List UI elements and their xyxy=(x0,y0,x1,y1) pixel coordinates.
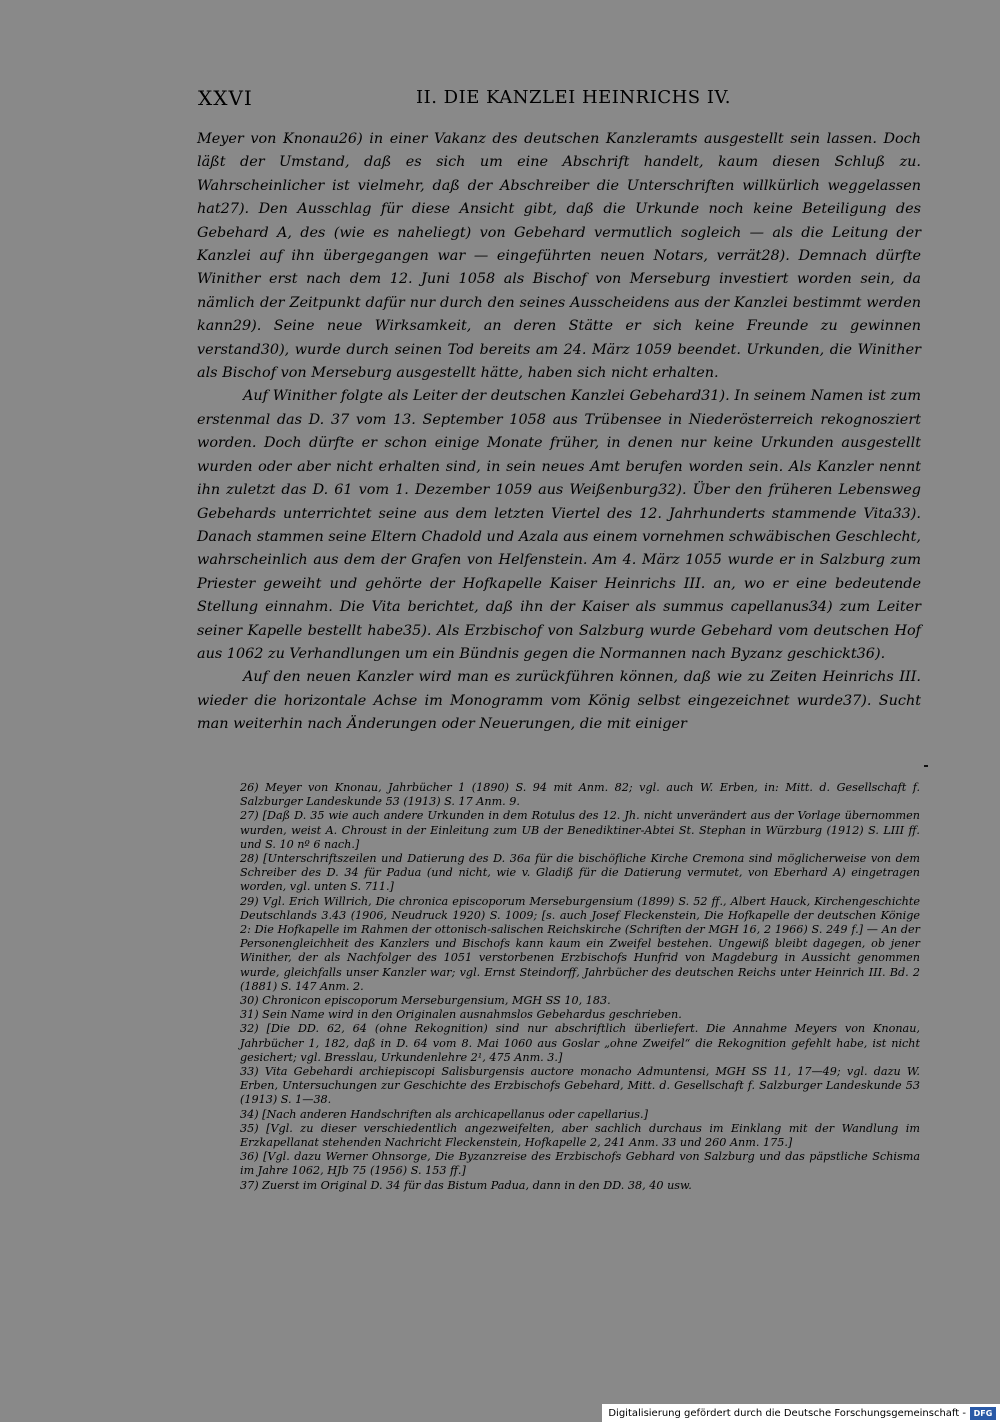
footnote: 28) [Unterschriftszeilen und Datierung des D. 36a für die bischöfliche Kirche Cremona sind möglicherweise von dem Schreiber des D. 34 für Padua (und nicht, wie v. Gladiß für die Datierung vermutet, von Eberhard A) eingetragen worden, vgl. unten S. 711.] xyxy=(240,852,920,894)
footnote: 36) [Vgl. dazu Werner Ohnsorge, Die Byzanzreise des Erzbischofs Gebhard von Salzburg und das päpstliche Schisma im Jahre 1062, HJb 75 (1956) S. 153 ff.] xyxy=(240,1150,920,1178)
footnote: 32) [Die DD. 62, 64 (ohne Rekognition) sind nur abschriftlich überliefert. Die Annahme Meyers von Knonau, Jahrbücher 1, 182, daß in D. 64 vom 8. Mai 1060 aus Goslar „ohne Zweifel“ die Rekognition gefehlt habe, ist nicht gesichert; vgl. Bresslau, Urkundenlehre 2¹, 475 Anm. 3.] xyxy=(240,1022,920,1064)
footnote: 31) Sein Name wird in den Originalen ausnahmslos Gebehardus geschrieben. xyxy=(240,1008,682,1022)
paragraph: Meyer von Knonau26) in einer Vakanz des deutschen Kanzleramts ausgestellt sein lassen. Doch läßt der Umstand, daß es sich um eine Abschrift handelt, kaum diesen Schluß zu. Wahrscheinlicher ist vielmehr, daß der Abschreiber die Unterschriften willkürlich weggelassen hat27). Den Ausschlag für diese Ansicht gibt, daß die Urkunde noch keine Beteiligung des Gebehard A, des (wie es naheliegt) von Gebehard vermutlich sogleich — als die Leitung der Kanzlei auf ihn übergegangen war — eingeführten neuen Notars, verrät28). Demnach dürfte Winither erst nach dem 12. Juni 1058 als Bischof von Merseburg investiert worden sein, da nämlich der Zeitpunkt dafür nur durch den seines Ausscheidens aus der Kanzlei bestimmt werden kann29). Seine neue Wirksamkeit, an deren Stätte er sich keine Freunde zu gewinnen verstand30), wurde durch seinen Tod bereits am 24. März 1059 beendet. Urkunden, die Winither als Bischof von Merseburg ausgestellt hätte, haben sich nicht erhalten. xyxy=(197,131,921,382)
footnote-separator xyxy=(924,765,928,767)
paragraph: Auf Winither folgte als Leiter der deutschen Kanzlei Gebehard31). In seinem Namen ist zum erstenmal das D. 37 vom 13. September 1058 aus Trübensee in Niederösterreich rekognosziert worden. Doch dürfte er schon einige Monate früher, in denen nur keine Urkunden ausgestellt wurden oder aber nicht erhalten sind, in sein neues Amt berufen worden sein. Als Kanzler nennt ihn zuletzt das D. 61 vom 1. Dezember 1059 aus Weißenburg32). Über den früheren Lebensweg Gebehards unterrichtet seine aus dem letzten Viertel des 12. Jahrhunderts stammende Vita33). Danach stammen seine Eltern Chadold und Azala aus einem vornehmen schwäbischen Geschlecht, wahrscheinlich aus dem der Grafen von Helfenstein. Am 4. März 1055 wurde er in Salzburg zum Priester geweiht und gehörte der Hofkapelle Kaiser Heinrichs III. an, wo er eine bedeutende Stellung einnahm. Die Vita berichtet, daß ihn der Kaiser als summus capellanus34) zum Leiter seiner Kapelle bestellt habe35). Als Erzbischof von Salzburg wurde Gebehard vom deutschen Hof aus 1062 zu Verhandlungen um ein Bündnis gegen die Normannen nach Byzanz geschickt36). xyxy=(197,388,921,662)
footnotes xyxy=(240,781,920,1193)
footnote: 35) [Vgl. zu dieser verschiedentlich angezweifelten, aber sachlich durchaus im Einklang mit der Wandlung im Erzkapellanat stehenden Nachricht Fleckenstein, Hofkapelle 2, 241 Anm. 33 und 260 Anm. 175.] xyxy=(240,1121,920,1150)
running-title: II. DIE KANZLEI HEINRICHS IV. xyxy=(416,87,732,108)
footnote: 34) [Nach anderen Handschriften als archicapellanus oder capellarius.] xyxy=(240,1107,648,1121)
footnote: 26) Meyer von Knonau, Jahrbücher 1 (1890) S. 94 mit Anm. 82; vgl. auch W. Erben, in: Mitt. d. Gesellschaft f. Salzburger Landeskunde 53 (1913) S. 17 Anm. 9. xyxy=(240,781,920,809)
funding-footer xyxy=(602,1404,1000,1422)
paragraph: Auf den neuen Kanzler wird man es zurückführen können, daß wie zu Zeiten Heinrichs III. wieder die horizontale Achse im Monogramm vom König selbst eingezeichnet wurde37). Sucht man weiterhin nach Änderungen oder Neuerungen, die mit einiger xyxy=(197,669,921,733)
footnote: 29) Vgl. Erich Willrich, Die chronica episcoporum Merseburgensium (1899) S. 52 ff., Albert Hauck, Kirchengeschichte Deutschlands 3.43 (1906, Neudruck 1920) S. 1009; [s. auch Josef Fleckenstein, Die Hofkapelle der deutschen Könige 2: Die Hofkapelle im Rahmen der ottonisch-salischen Reichskirche (Schriften der MGH 16, 2 1966) S. 249 f.] — An der Personengleichheit des Kanzlers und Bischofs kann kaum ein Zweifel bestehen. Ungewiß bleibt dagegen, ob jener Winither, der als Nachfolger des 1051 verstorbenen Erzbischofs Hunfrid von Magdeburg in Aussicht genommen wurde, gleichfalls unser Kanzler war; vgl. Ernst Steindorff, Jahrbücher des deutschen Reichs unter Heinrich III. Bd. 2 (1881) S. 147 Anm. 2. xyxy=(240,894,920,993)
dfg-logo: DFG xyxy=(970,1407,996,1420)
footnote: 37) Zuerst im Original D. 34 für das Bistum Padua, dann in den DD. 38, 40 usw. xyxy=(240,1178,692,1192)
page-number: XXVI xyxy=(198,86,253,110)
footnote: 33) Vita Gebehardi archiepiscopi Salisburgensis auctore monacho Admuntensi, MGH SS 11, 17—49; vgl. dazu W. Erben, Untersuchungen zur Geschichte des Erzbischofs Gebehard, Mitt. d. Gesellschaft f. Salzburger Landeskunde 53 (1913) S. 1—38. xyxy=(240,1065,920,1107)
footnote: 27) [Daß D. 35 wie auch andere Urkunden in dem Rotulus des 12. Jh. nicht unverändert aus der Vorlage übernommen wurden, weist A. Chroust in der Einleitung zum UB der Benediktiner-Abtei St. Stephan in Würzburg (1912) S. LIII ff. und S. 10 nº 6 nach.] xyxy=(240,809,920,851)
body-text xyxy=(197,128,921,737)
page-header xyxy=(198,86,920,114)
footnote: 30) Chronicon episcoporum Merseburgensium, MGH SS 10, 183. xyxy=(240,994,611,1008)
funding-credit: Digitalisierung gefördert durch die Deutsche Forschungsgemeinschaft - xyxy=(608,1407,966,1419)
